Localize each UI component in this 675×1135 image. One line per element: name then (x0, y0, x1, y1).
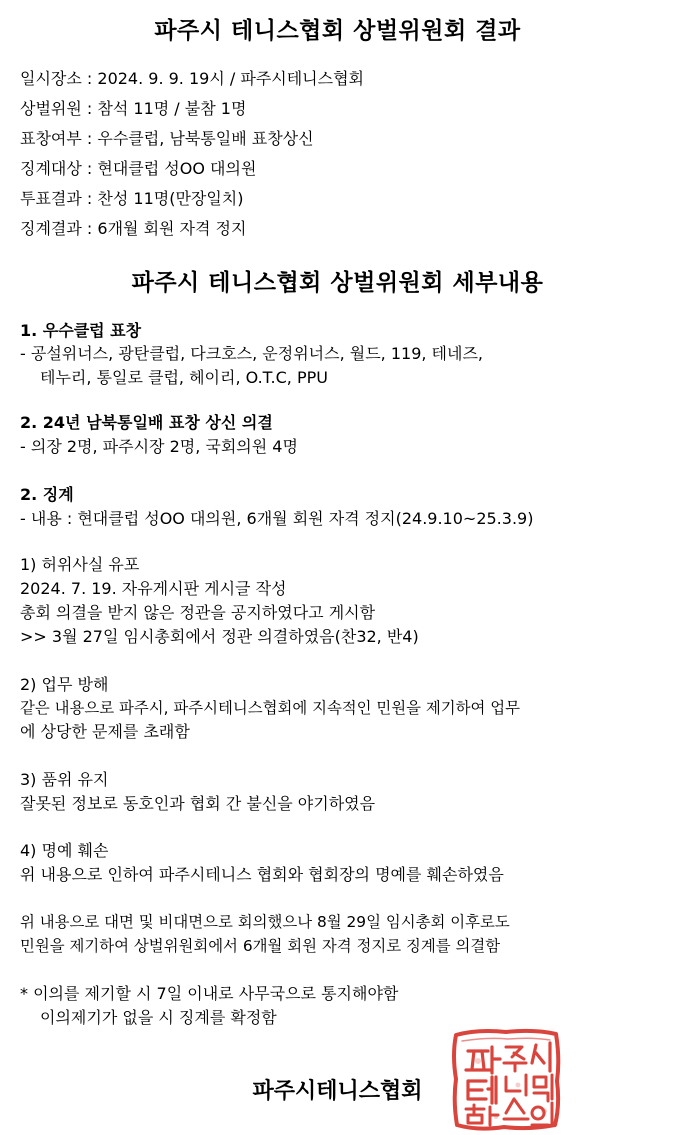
section1-heading: 1. 우수클럽 표창 (20, 321, 142, 340)
item4-line1: 위 내용으로 인하여 파주시테니스 협회와 협회장의 명예를 훼손하였음 (20, 865, 504, 884)
note-line2: 이의제기가 없을 시 징계를 확정함 (40, 1008, 277, 1027)
official-seal-stamp (448, 1025, 564, 1133)
info-vote-result: 투표결과 : 찬성 11명(만장일치) (20, 189, 244, 208)
section2-heading: 2. 24년 남북통일배 표창 상신 의결 (20, 413, 273, 432)
footer-organization: 파주시테니스협회 (252, 1079, 423, 1104)
section2-line1: - 의장 2명, 파주시장 2명, 국회의원 4명 (20, 437, 298, 456)
summary-line2: 민원을 제기하여 상벌위원회에서 6개월 회원 자격 정지로 징계를 의결함 (20, 937, 501, 955)
section3-heading: 2. 징계 (20, 485, 74, 504)
info-commendation: 표창여부 : 우수클럽, 남북통일배 표창상신 (20, 129, 314, 148)
item1-line1: 2024. 7. 19. 자유게시판 게시글 작성 (20, 579, 287, 598)
meeting-info (20, 64, 364, 244)
item3-line1: 잘못된 정보로 동호인과 협회 간 불신을 야기하였음 (20, 794, 376, 813)
item2-heading: 2) 업무 방해 (20, 675, 109, 694)
item2-line2: 에 상당한 문제를 초래함 (20, 722, 190, 741)
item1-line3: >> 3월 27일 임시총회에서 정관 의결하였음(찬32, 반4) (20, 627, 419, 646)
summary-line1: 위 내용으로 대면 및 비대면으로 회의했으나 8월 29일 임시총회 이후로도 (20, 913, 510, 931)
section3-content: - 내용 : 현대클럽 성OO 대의원, 6개월 회원 자격 정지(24.9.10~25.3.9) (20, 509, 534, 528)
info-discipline-result: 징계결과 : 6개월 회원 자격 정지 (20, 219, 247, 238)
info-date-place: 일시장소 : 2024. 9. 9. 19시 / 파주시테니스협회 (20, 69, 365, 88)
main-title: 파주시 테니스협회 상벌위원회 결과 (154, 18, 521, 44)
detail-title: 파주시 테니스협회 상벌위원회 세부내용 (131, 270, 544, 296)
section1-line2: 테누리, 통일로 클럽, 헤이리, O.T.C, PPU (40, 368, 328, 387)
item3-heading: 3) 품위 유지 (20, 770, 109, 789)
item1-heading: 1) 허위사실 유포 (20, 555, 140, 574)
info-members: 상벌위원 : 참석 11명 / 불참 1명 (20, 99, 247, 118)
item1-line2: 총회 의결을 받지 않은 정관을 공지하였다고 게시함 (20, 603, 376, 622)
section1-line1: - 공설위너스, 광탄클럽, 다크호스, 운정위너스, 월드, 119, 테네즈, (20, 344, 484, 363)
info-discipline-target: 징계대상 : 현대클럽 성OO 대의원 (20, 159, 257, 178)
item2-line1: 같은 내용으로 파주시, 파주시테니스협회에 지속적인 민원을 제기하여 업무 (20, 699, 521, 717)
note-line1: * 이의를 제기할 시 7일 이내로 사무국으로 통지해야함 (20, 984, 399, 1003)
item4-heading: 4) 명예 훼손 (20, 841, 109, 860)
